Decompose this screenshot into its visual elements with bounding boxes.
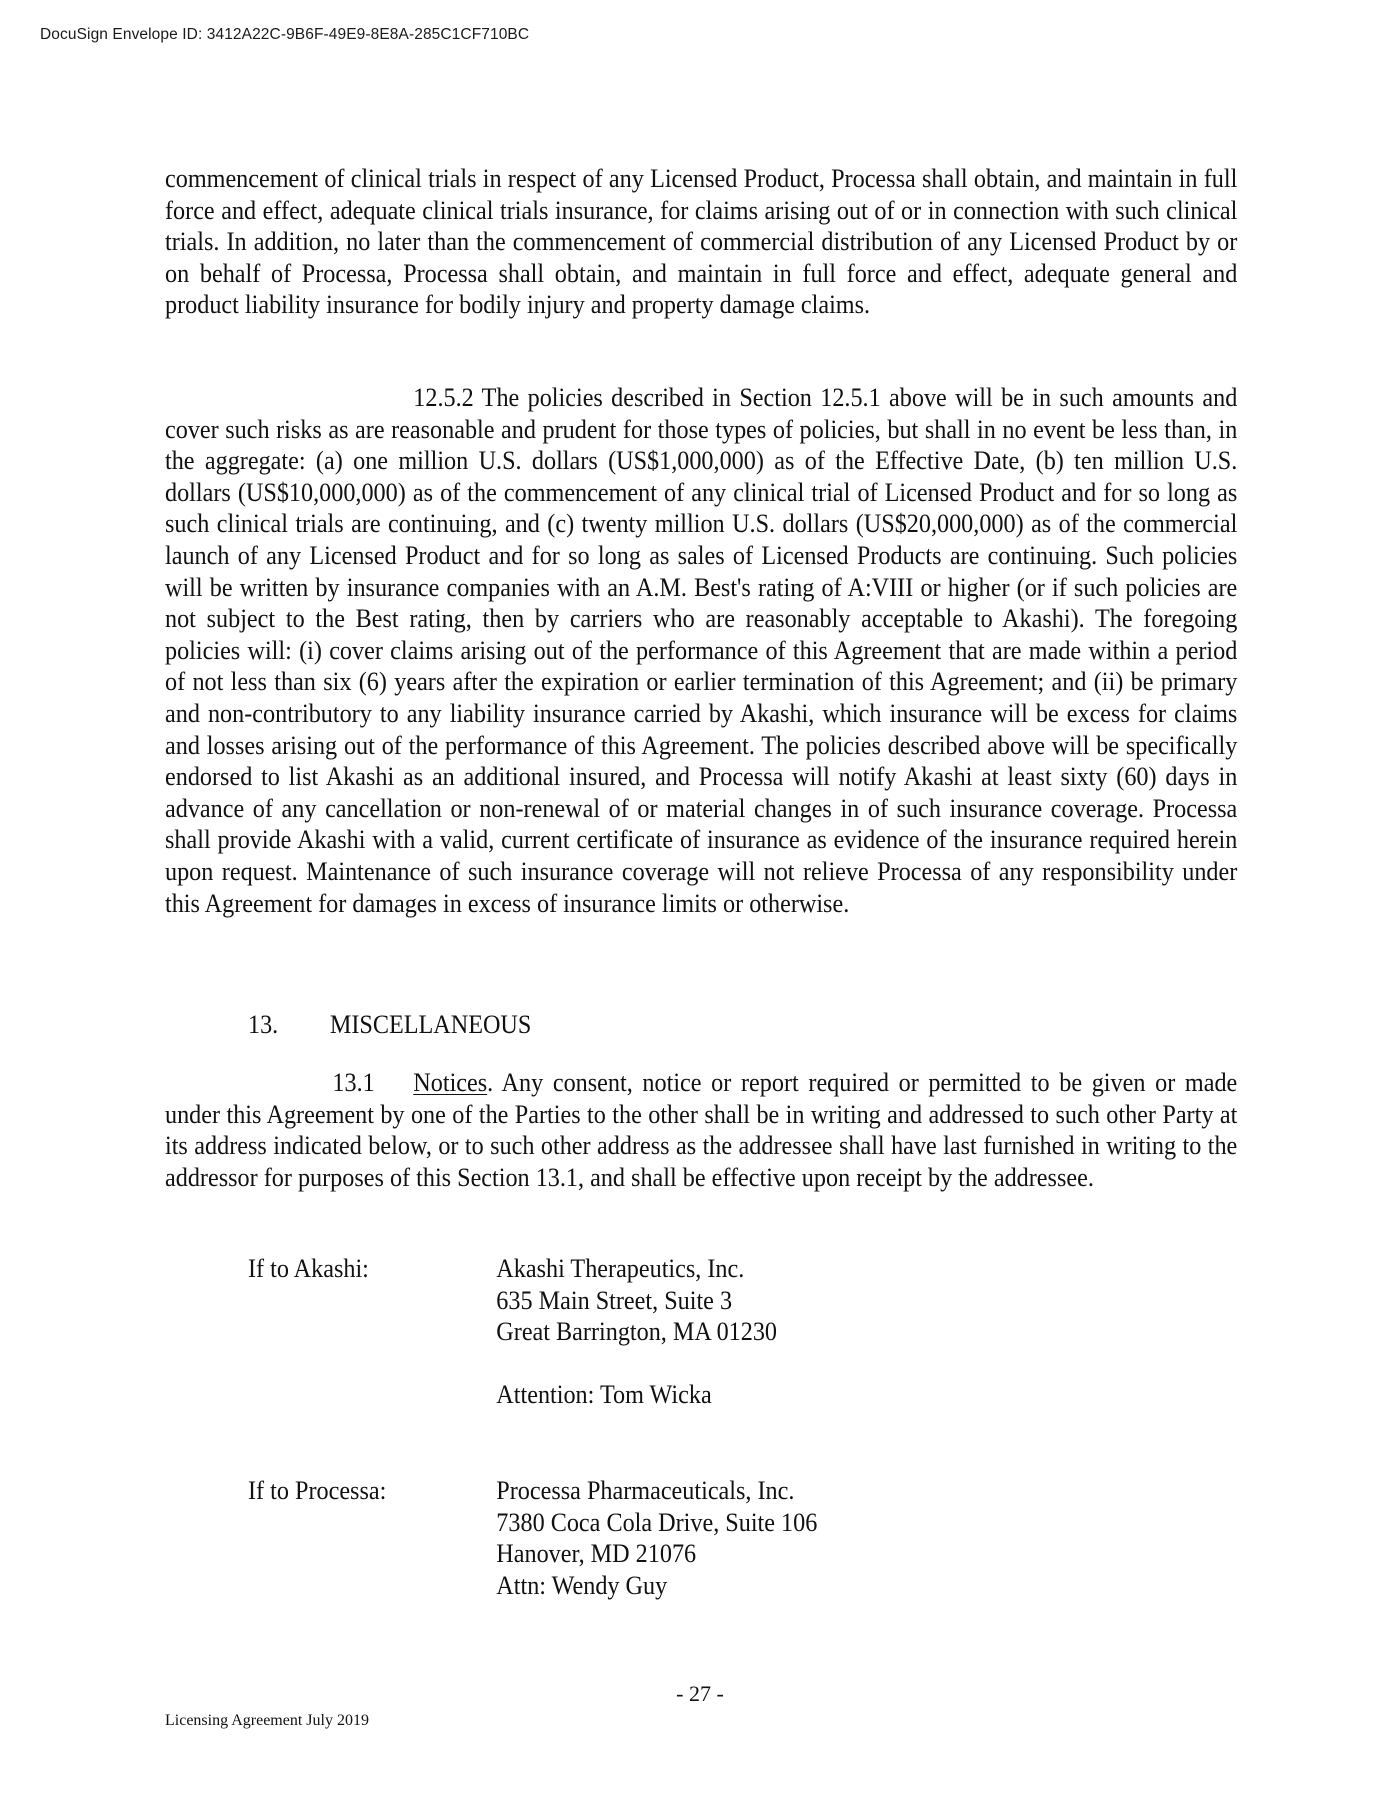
paragraph-13-1-notices bbox=[165, 1067, 1237, 1193]
attention-line: Attention: Tom Wicka bbox=[496, 1380, 712, 1410]
attention-line: Attn: Wendy Guy bbox=[496, 1570, 668, 1600]
subsection-title-notices: Notices bbox=[413, 1068, 488, 1097]
address-line: Akashi Therapeutics, Inc. bbox=[496, 1254, 745, 1283]
notices-text: . Any consent, notice or report required or permitted to be given or made under this Agreement by one of the Parties to the other shall be in writing and addressed to such other Party at its address indicated below, or to such other address as the addressee shall have last furnished in writing to the addressor for purposes of this Section 13.1, and shall be effective upon receipt by the addressee. bbox=[165, 1068, 1238, 1192]
address-line: Great Barrington, MA 01230 bbox=[496, 1317, 778, 1347]
paragraph-12-5-2 bbox=[165, 382, 1237, 919]
address-lines-akashi bbox=[496, 1253, 777, 1411]
section-heading-13 bbox=[248, 1010, 531, 1040]
page-number: - 27 - bbox=[676, 1681, 724, 1706]
docusign-envelope-id: DocuSign Envelope ID: 3412A22C-9B6F-49E9-8E8A-285C1CF710BC bbox=[40, 26, 530, 43]
address-line: 7380 Coca Cola Drive, Suite 106 bbox=[496, 1507, 818, 1537]
section-title: MISCELLANEOUS bbox=[329, 1010, 532, 1039]
address-label-processa: If to Processa: bbox=[248, 1476, 387, 1505]
address-line: Processa Pharmaceuticals, Inc. bbox=[496, 1476, 795, 1505]
paragraph-12-5-2-text: The policies described in Section 12.5.1 above will be in such amounts and cover such risks as are reasonable and prudent for those types of policies, but shall in no event be less than, in the aggregate: (a) one million U.S. dollars (US$1,000,000) as of the Effective Date, (b) ten million U.S. dollars (US$10,000,000) as of the commencement of any clinical trial of Licensed Product and for so long as such clinical trials are continuing, and (c) twenty million U.S. dollars (US$20,000,000) as of the commercial launch of any Licensed Product and for so long as sales of Licensed Products are continuing. Such policies will be written by insurance companies with an A.M. Best's rating of A:VIII or higher (or if such policies are not subject to the Best rating, then by carriers who are reasonably acceptable to Akashi). The foregoing policies will: (i) cover claims arising out of the performance of this Agreement that are made within a period of not less than six (6) years after the expiration or earlier termination of this Agreement; and (ii) be primary and non-contributory to any liability insurance carried by Akashi, which insurance will be excess for claims and losses arising out of the performance of this Agreement. The policies described above will be specifically endorsed to list Akashi as an additional insured, and Processa will notify Akashi at least sixty (60) days in advance of any cancellation or non-renewal of or material changes in of such insurance coverage. Processa shall provide Akashi with a valid, current certificate of insurance as evidence of the insurance required herein upon request. Maintenance of such insurance coverage will not relieve Processa of any responsibility under this Agreement for damages in excess of insurance limits or otherwise. bbox=[165, 383, 1238, 918]
address-line: Hanover, MD 21076 bbox=[496, 1539, 697, 1569]
paragraph-insurance-obligations: commencement of clinical trials in respect of any Licensed Product, Processa shall obtain, and maintain in full force and effect, adequate clinical trials insurance, for claims arising out of or in connection with such clinical trials. In addition, no later than the commencement of commercial distribution of any Licensed Product by or on behalf of Processa, Processa shall obtain, and maintain in full force and effect, adequate general and product liability insurance for bodily injury and property damage claims. bbox=[165, 164, 1238, 320]
address-lines-processa bbox=[496, 1475, 817, 1601]
section-number-12-5-2: 12.5.2 bbox=[413, 383, 474, 412]
address-label-akashi: If to Akashi: bbox=[248, 1254, 369, 1283]
footer-document-label: Licensing Agreement July 2019 bbox=[165, 1712, 369, 1729]
address-line: 635 Main Street, Suite 3 bbox=[496, 1285, 733, 1315]
section-number: 13. bbox=[248, 1010, 279, 1039]
subsection-number: 13.1 bbox=[332, 1068, 375, 1097]
